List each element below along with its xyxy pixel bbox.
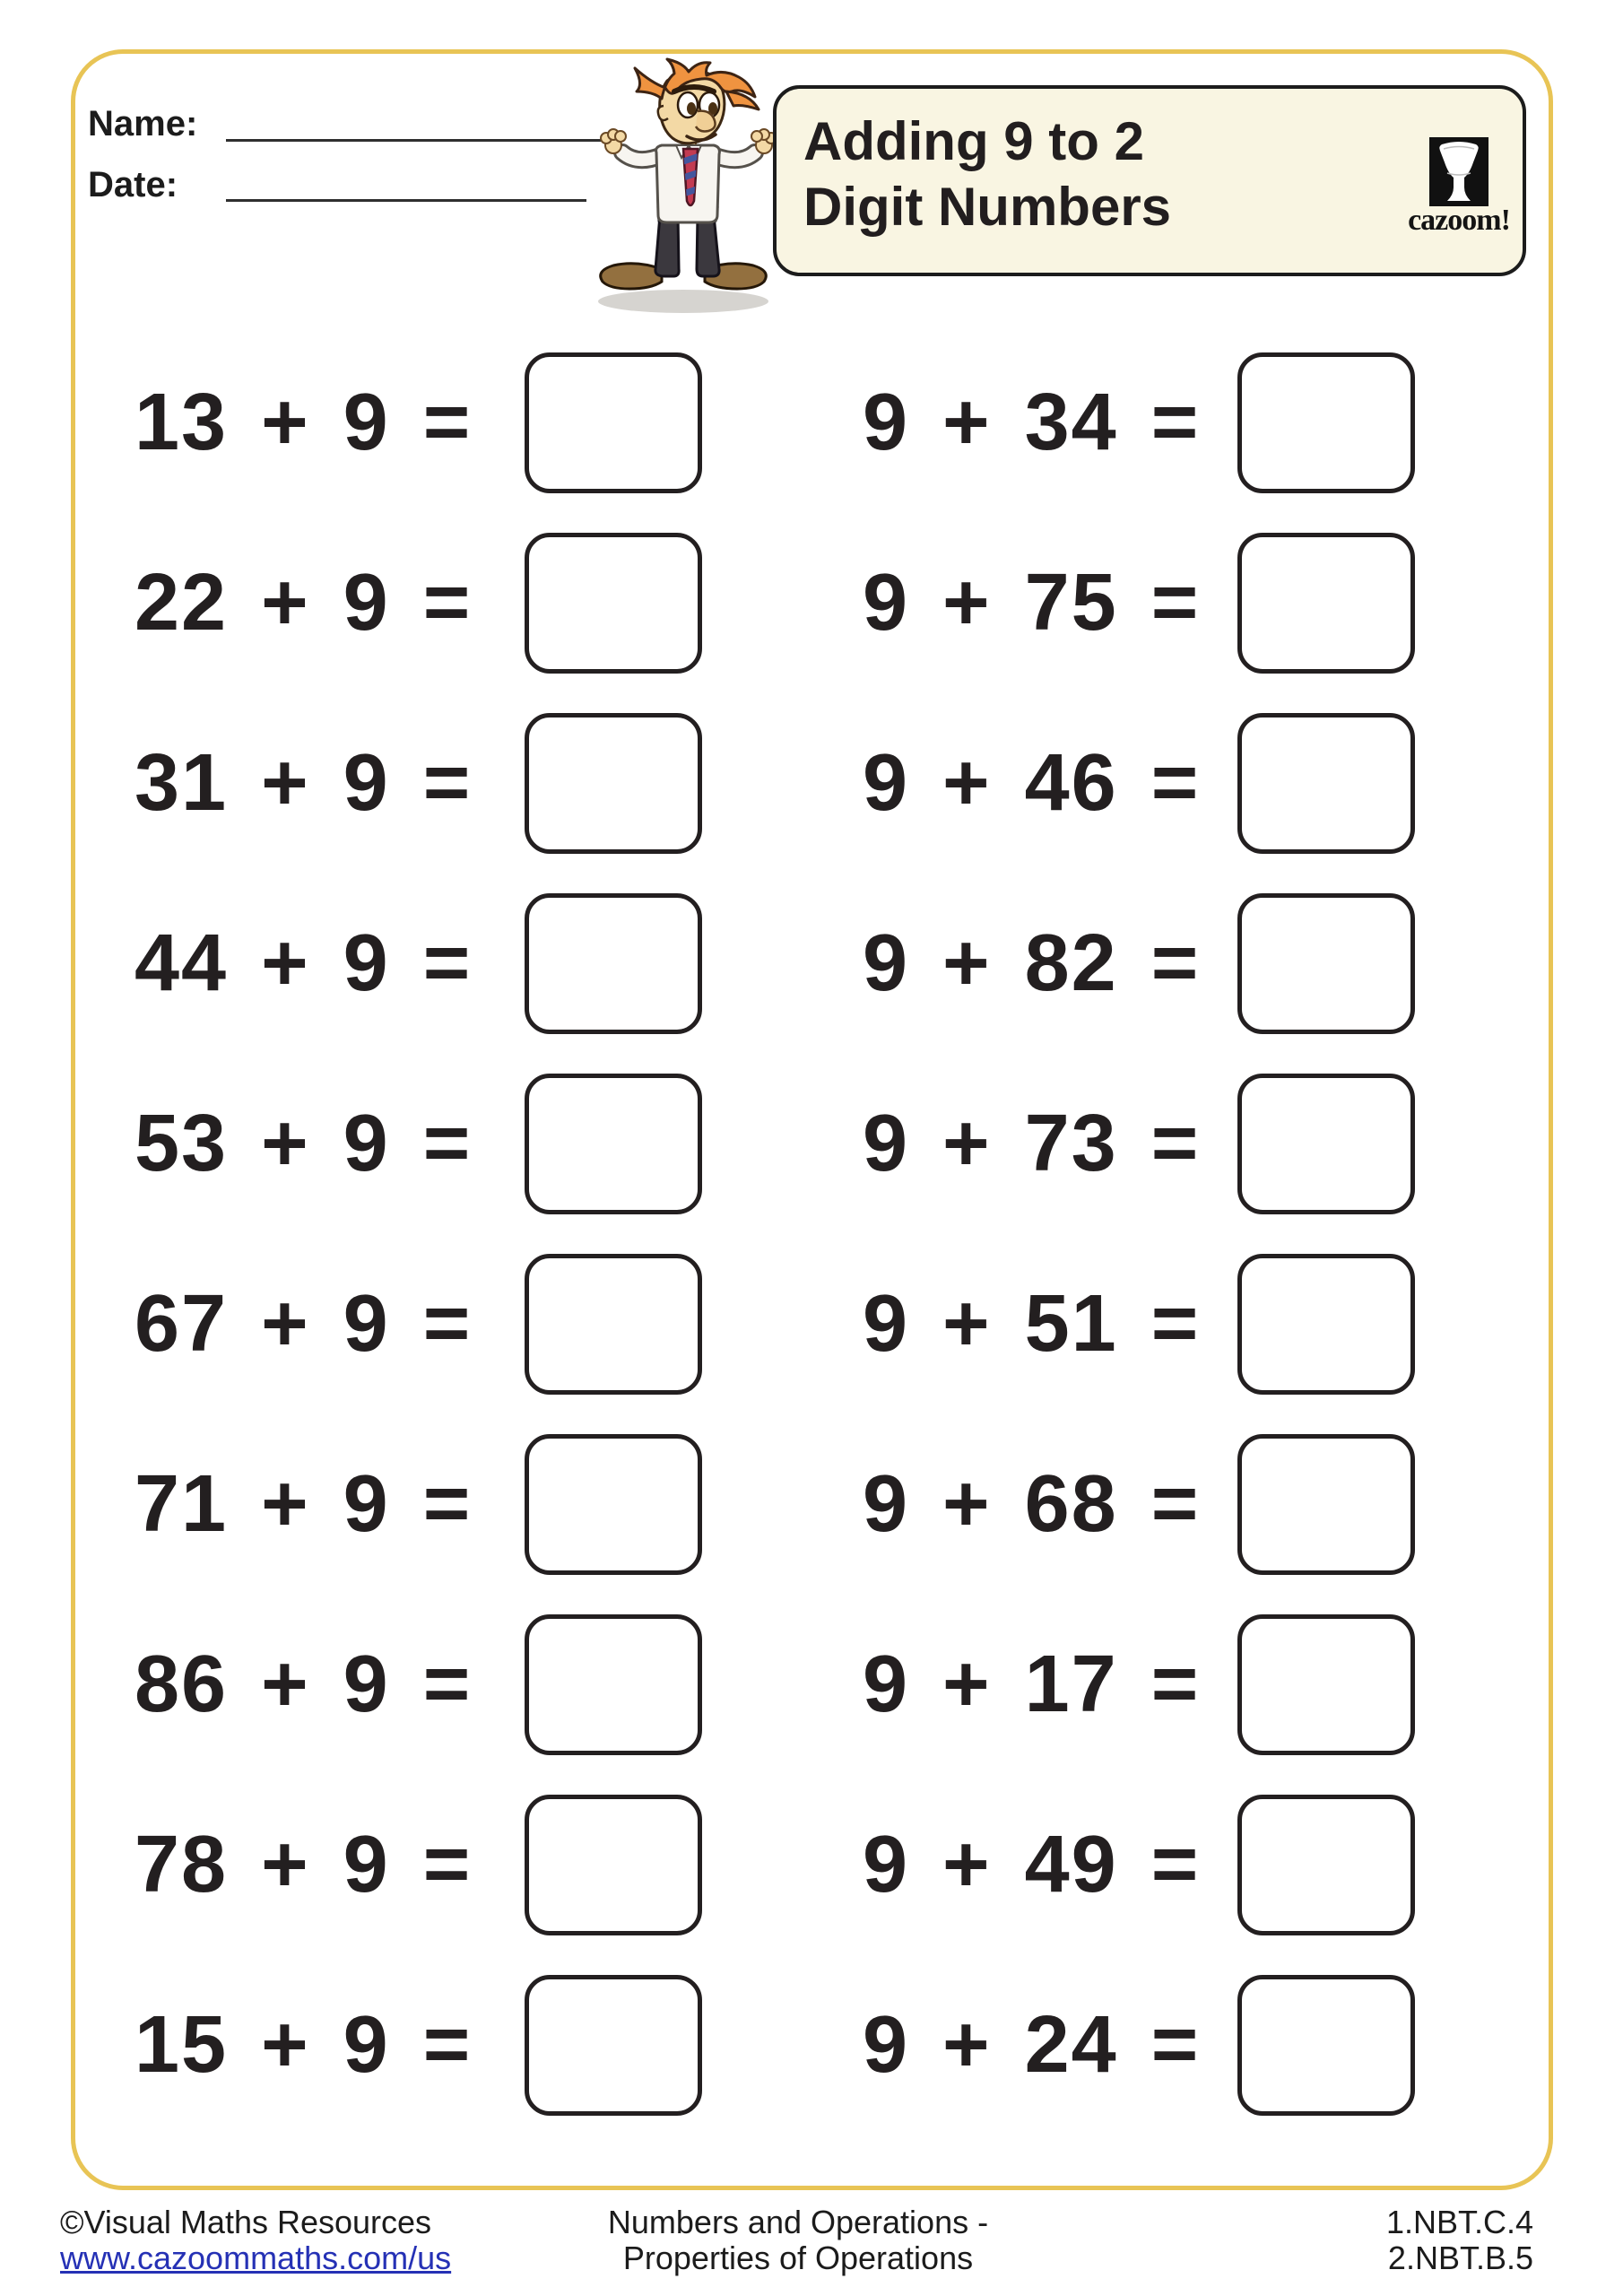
answer-box[interactable] — [525, 893, 702, 1034]
problem-row — [135, 1955, 702, 2135]
problem-row — [135, 513, 702, 693]
name-input-line[interactable] — [226, 139, 603, 142]
date-input-line[interactable] — [226, 199, 586, 202]
problem-row — [135, 1414, 702, 1595]
problem-row — [135, 333, 702, 513]
answer-box[interactable] — [525, 1254, 702, 1395]
answer-box[interactable] — [525, 1795, 702, 1935]
worksheet-title — [803, 109, 1171, 239]
problem-row — [863, 1595, 1415, 1775]
title-panel — [773, 85, 1526, 276]
topic-line2: Properties of Operations — [622, 2239, 974, 2276]
problems-right-column — [863, 333, 1415, 2135]
problem-row — [863, 1054, 1415, 1234]
problem-row — [135, 693, 702, 874]
problem-row — [863, 1775, 1415, 1955]
answer-box[interactable] — [525, 1434, 702, 1575]
problem-expression: 9 + 46 = — [863, 738, 1201, 828]
problem-row — [863, 874, 1415, 1054]
problem-expression: 9 + 73 = — [863, 1099, 1201, 1188]
problem-expression: 9 + 51 = — [863, 1279, 1201, 1369]
problems-left-column — [135, 333, 702, 2135]
problem-expression: 78 + 9 = — [135, 1820, 473, 1909]
answer-box[interactable] — [1237, 1254, 1415, 1395]
mascot-illustration — [583, 56, 798, 320]
footer-topic — [507, 2205, 1089, 2276]
name-label: Name: — [88, 104, 198, 144]
problem-row — [135, 1595, 702, 1775]
problem-row — [863, 333, 1415, 513]
problem-expression: 9 + 24 = — [863, 2000, 1201, 2090]
problem-expression: 9 + 17 = — [863, 1639, 1201, 1729]
answer-box[interactable] — [1237, 713, 1415, 854]
problem-expression: 44 + 9 = — [135, 918, 473, 1008]
brand-wordmark: cazoom! — [1408, 204, 1510, 237]
drum-icon — [1429, 137, 1488, 206]
problem-expression: 9 + 68 = — [863, 1459, 1201, 1549]
answer-box[interactable] — [525, 1975, 702, 2116]
answer-box[interactable] — [1237, 533, 1415, 674]
problem-row — [863, 1234, 1415, 1414]
problem-row — [135, 1775, 702, 1955]
worksheet-title-line1: Adding 9 to 2 — [803, 111, 1144, 171]
problem-expression: 53 + 9 = — [135, 1099, 473, 1188]
answer-box[interactable] — [525, 713, 702, 854]
problem-expression: 13 + 9 = — [135, 378, 473, 467]
answer-box[interactable] — [525, 1074, 702, 1214]
problem-expression: 9 + 34 = — [863, 378, 1201, 467]
footer-standards — [1255, 2205, 1533, 2276]
answer-box[interactable] — [525, 533, 702, 674]
footer-left — [60, 2205, 451, 2276]
problem-row — [863, 693, 1415, 874]
standard-line2: 2.NBT.B.5 — [1387, 2239, 1533, 2276]
answer-box[interactable] — [525, 1614, 702, 1755]
problem-expression: 9 + 82 = — [863, 918, 1201, 1008]
answer-box[interactable] — [1237, 893, 1415, 1034]
standard-line1: 1.NBT.C.4 — [1385, 2204, 1533, 2240]
answer-box[interactable] — [1237, 1434, 1415, 1575]
topic-line1: Numbers and Operations - — [607, 2204, 989, 2240]
problem-expression: 9 + 49 = — [863, 1820, 1201, 1909]
answer-box[interactable] — [1237, 352, 1415, 493]
problem-expression: 9 + 75 = — [863, 558, 1201, 648]
problem-row — [135, 1234, 702, 1414]
website-link[interactable]: www.cazoommaths.com/us — [60, 2239, 452, 2276]
problem-row — [135, 1054, 702, 1234]
problem-row — [863, 1414, 1415, 1595]
problem-row — [863, 513, 1415, 693]
problem-expression: 71 + 9 = — [135, 1459, 473, 1549]
problem-expression: 67 + 9 = — [135, 1279, 473, 1369]
problem-expression: 31 + 9 = — [135, 738, 473, 828]
answer-box[interactable] — [1237, 1795, 1415, 1935]
problem-expression: 86 + 9 = — [135, 1639, 473, 1729]
answer-box[interactable] — [1237, 1074, 1415, 1214]
answer-box[interactable] — [1237, 1975, 1415, 2116]
worksheet-title-line2: Digit Numbers — [803, 177, 1172, 237]
problem-expression: 22 + 9 = — [135, 558, 473, 648]
problem-row — [863, 1955, 1415, 2135]
copyright-text: ©Visual Maths Resources — [60, 2204, 432, 2240]
answer-box[interactable] — [1237, 1614, 1415, 1755]
date-label: Date: — [88, 165, 178, 204]
problem-expression: 15 + 9 = — [135, 2000, 473, 2090]
problem-row — [135, 874, 702, 1054]
answer-box[interactable] — [525, 352, 702, 493]
cazoom-logo — [1400, 137, 1518, 238]
